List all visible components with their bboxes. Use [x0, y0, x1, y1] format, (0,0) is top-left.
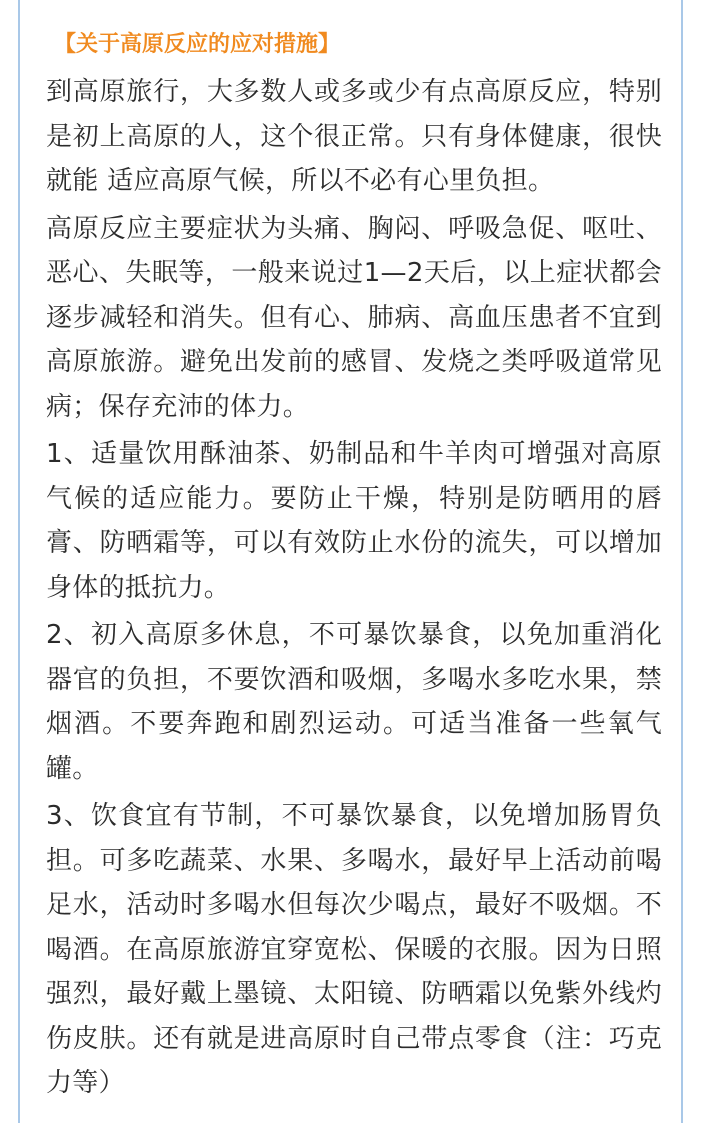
tip-1-paragraph: 1、适量饮用酥油茶、奶制品和牛羊肉可增强对高原气候的适应能力。要防止干燥，特别是防晒用的唇膏、防晒霜等，可以有效防止水份的流失，可以增加身体的抵抗力。 [46, 439, 662, 603]
tip-3-paragraph: 3、饮食宜有节制，不可暴饮暴食，以免增加肠胃负担。可多吃蔬菜、水果、多喝水，最好早上活动前喝足水，活动时多喝水但每次少喝点，最好不吸烟。不喝酒。在高原旅游宜穿宽松、保暖的衣服。因为日照强烈，最好戴上墨镜、太阳镜、防晒霜以免紫外线灼伤皮肤。还有就是进高原时自己带点零食（注：巧克力等） [46, 801, 662, 1098]
article-body [46, 30, 662, 1106]
intro-paragraph: 到高原旅行，大多数人或多或少有点高原反应，特别是初上高原的人，这个很正常。只有身体健康，很快就能 适应高原气候，所以不必有心里负担。 [46, 77, 662, 196]
left-border-line [18, 0, 20, 1123]
tip-2-paragraph: 2、初入高原多休息，不可暴饮暴食，以免加重消化器官的负担，不要饮酒和吸烟，多喝水多吃水果，禁烟酒。不要奔跑和剧烈运动。可适当准备一些氧气罐。 [46, 620, 662, 784]
symptoms-paragraph: 高原反应主要症状为头痛、胸闷、呼吸急促、呕吐、恶心、失眠等，一般来说过1—2天后，以上症状都会逐步减轻和消失。但有心、肺病、高血压患者不宜到高原旅游。避免出发前的感冒、发烧之类呼吸道常见病；保存充沛的体力。 [46, 213, 662, 422]
right-border-line [681, 0, 683, 1123]
section-heading: 【关于高原反应的应对措施】 [54, 32, 341, 57]
